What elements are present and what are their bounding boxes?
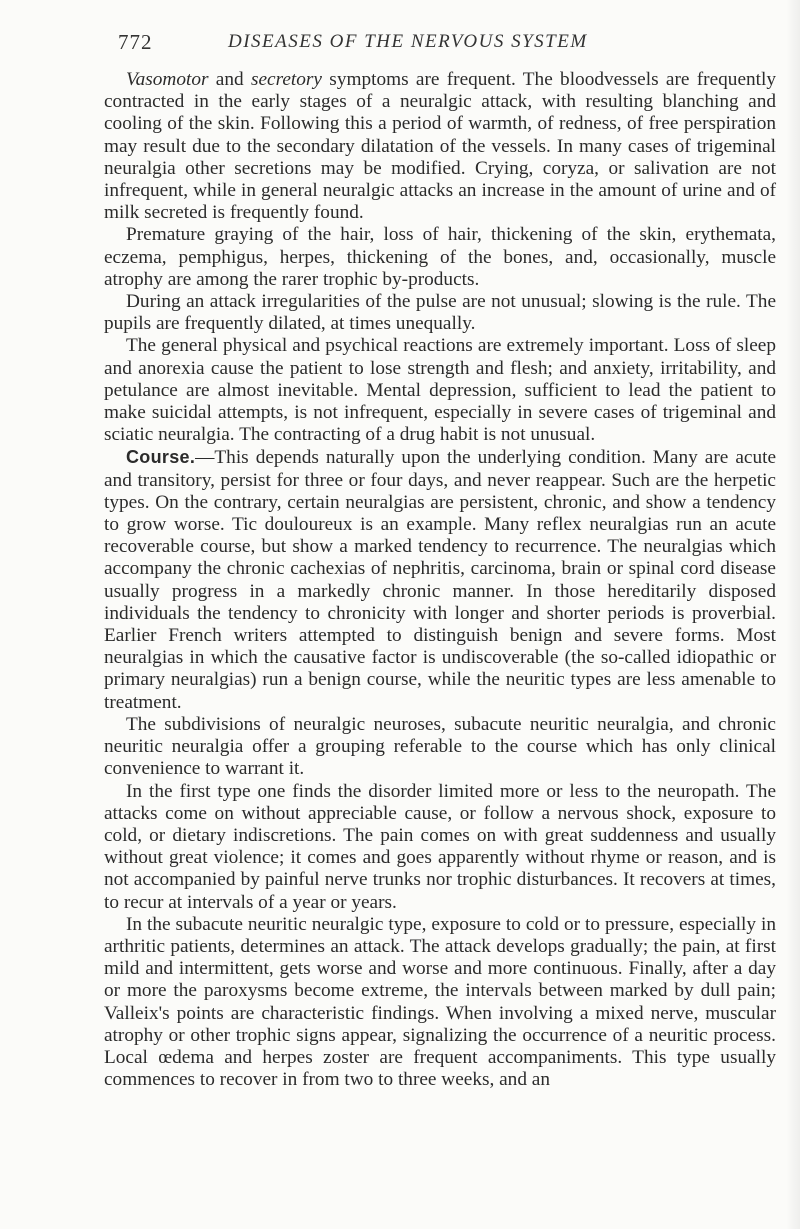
paragraph-subdivisions: The subdivisions of neuralgic neuroses, subacute neuritic neuralgia, and chronic neuritic neuralgia offer a grouping referable to the course which has only clinical convenience to warrant it. bbox=[104, 713, 776, 780]
paragraph-course bbox=[104, 446, 776, 713]
section-heading-course: Course. bbox=[126, 447, 196, 468]
page-number: 772 bbox=[118, 30, 153, 54]
paragraph-subacute-type: In the subacute neuritic neuralgic type, exposure to cold or to pressure, especially in arthritic patients, determines an attack. The attack develops gradually; the pain, at first mild and intermittent, gets worse and worse and more continuous. Finally, after a day or more the paroxysms become extreme, the intervals between marked by dull pain; Valleix's points are characteristic findings. When involving a mixed nerve, muscular atrophy or other trophic signs appear, signalizing the occurrence of a neuritic process. Local œdema and herpes zoster are frequent accompaniments. This type usually commences to recover in from two to three weeks, and an bbox=[104, 913, 776, 1091]
paragraph-reactions: The general physical and psychical reactions are extremely important. Loss of sleep and anorexia cause the patient to lose strength and flesh; and anxiety, irritability, and petulance are almost inevitable. Mental depression, sufficient to lead the patient to make suicidal attempts, is not infrequent, especially in severe cases of trigeminal and sciatic neuralgia. The contracting of a drug habit is not unusual. bbox=[104, 335, 776, 446]
paragraph-pulse: During an attack irregularities of the pulse are not unusual; slowing is the rule. The pupils are frequently dilated, at times unequally. bbox=[104, 291, 776, 335]
paragraph-trophic: Premature graying of the hair, loss of hair, thickening of the skin, erythemata, eczema, pemphigus, herpes, thickening of the bones, and, occasionally, muscle atrophy are among the rarer trophic by-products. bbox=[104, 224, 776, 290]
running-head: DISEASES OF THE NERVOUS SYSTEM bbox=[228, 31, 588, 52]
body-text bbox=[104, 69, 776, 1091]
term-vasomotor: Vasomotor bbox=[126, 69, 209, 90]
page-header bbox=[118, 30, 738, 56]
page-edge-shadow bbox=[786, 0, 800, 1229]
paragraph-text: and bbox=[208, 69, 251, 90]
term-secretory: secretory bbox=[250, 69, 322, 90]
paragraph-first-type: In the first type one finds the disorder limited more or less to the neuropath. The attacks come on without appreciable cause, or follow a nervous shock, exposure to cold, or dietary indiscretions. The pain comes on with great suddenness and usually without great violence; it comes and goes apparently without rhyme or reason, and is not accompanied by painful nerve trunks nor trophic disturbances. It recovers at times, to recur at intervals of a year or years. bbox=[104, 780, 776, 913]
paragraph-vasomotor bbox=[104, 69, 776, 224]
paragraph-text: —This depends naturally upon the underlying condition. Many are acute and transitory, persist for three or four days, and never reappear. Such are the herpetic types. On the contrary, certain neuralgias are persistent, chronic, and show a tendency to grow worse. Tic douloureux is an example. Many reflex neuralgias run an acute recoverable course, but show a marked tendency to recurrence. The neuralgias which accompany the chronic cachexias of nephritis, carcinoma, brain or spinal cord disease usually progress in a markedly chronic manner. In those hereditarily disposed individuals the tendency to chronicity with longer and shorter periods is proverbial. Earlier French writers attempted to distinguish benign and severe forms. Most neuralgias in which the causative factor is undiscoverable (the so-called idiopathic or primary neuralgias) run a benign course, while the neuritic types are less amenable to treatment. bbox=[104, 447, 776, 713]
paragraph-text: symptoms are frequent. The bloodvessels are frequently contracted in the early stages of a neuralgic attack, with resulting blanching and cooling of the skin. Following this a period of warmth, of redness, of free perspiration may result due to the secondary dilatation of the vessels. In many cases of trigeminal neuralgia other secretions may be modified. Crying, coryza, or salivation are not infrequent, while in general neuralgic attacks an increase in the amount of urine and of milk secreted is frequently found. bbox=[104, 69, 776, 224]
